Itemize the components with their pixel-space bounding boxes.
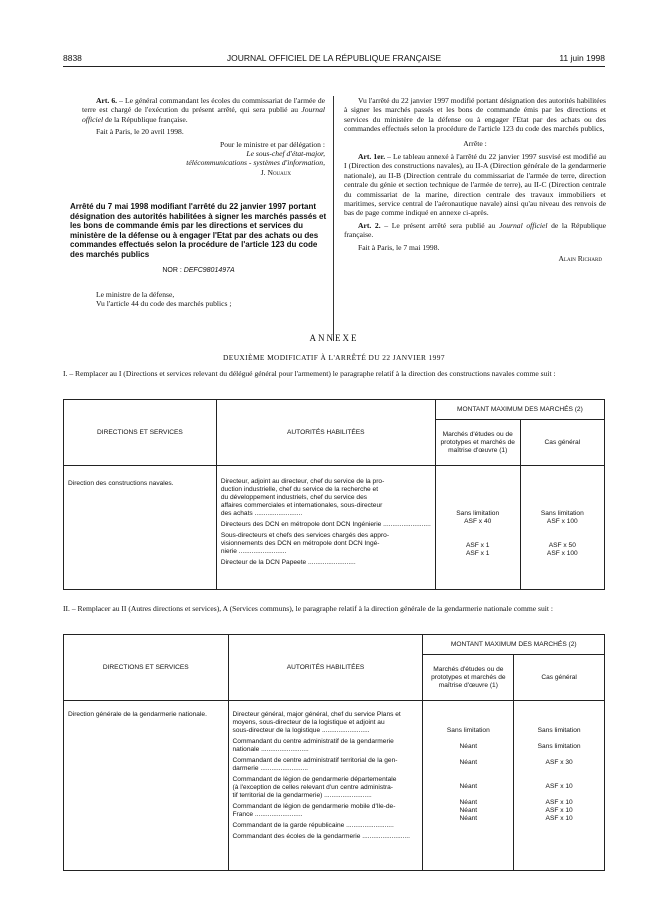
general-value: ASF x 10 — [545, 783, 573, 790]
header-cas-general: Cas général — [520, 420, 604, 466]
issue-date: 11 juin 1998 — [559, 53, 605, 63]
etudes-value: Néant — [459, 743, 478, 750]
header-etudes: Marchés d'études ou de prototypes et marchés de maîtrise d'œuvre (1) — [435, 420, 520, 466]
header-etudes: Marchés d'études ou de prototypes et marchés de maîtrise d'œuvre (1) — [423, 655, 514, 701]
authority-line: visionnements des DCN en métropole dont DCN Ingé- — [220, 540, 380, 547]
general-value: ASF x 10 — [545, 799, 573, 806]
etudes-value: Sans limitation — [446, 727, 490, 734]
general-cell — [514, 701, 605, 871]
direction-cell: Direction générale de la gendarmerie nationale. — [64, 701, 229, 871]
header-autorites: AUTORITÉS HABILITÉES — [228, 635, 423, 701]
authority-line: Sous-directeurs et chefs des services chargés des appro- — [220, 532, 390, 539]
column-divider — [333, 96, 334, 341]
signatory-name: J. Nouaux — [260, 167, 291, 177]
header-montant: MONTANT MAXIMUM DES MARCHÉS (2) — [423, 635, 605, 655]
etudes-cell — [435, 466, 520, 590]
authority-line: Directeur, adjoint au directeur, chef du service de la pro- — [220, 478, 385, 485]
header-montant: MONTANT MAXIMUM DES MARCHÉS (2) — [435, 400, 604, 420]
authority-line: duction industrielle, chef du service de la recherche et — [220, 486, 379, 493]
table-gendarmerie — [63, 634, 605, 871]
etudes-cell — [423, 701, 514, 871]
table-row — [64, 466, 605, 590]
article-1: Art. 1er. – Le tableau annexé à l'arrêté du 22 janvier 1997 susvisé est modifié au I (Direction des constructions navales), au II-A (Direction générale de la gendarmerie nationale), au II-B (Direction centrale du commissariat de l'armée de terre, direction centrale du génie et section technique de l'armée de terre), au II-C (Direction centrale du commissariat de la marine, direction centrale des travaux immobiliers et maritimes, service central de l'aéronautique navale) ainsi qu'au niveau des renvois de bas de page comme indiqué en annexe ci-après. — [344, 152, 606, 218]
delegation-line: Pour le ministre et par délégation : — [219, 139, 325, 149]
authority-line: du développement industriels, chef du service des — [220, 494, 368, 501]
authority-line: Commandant de légion de gendarmerie départementale — [232, 776, 397, 783]
etudes-value: Néant — [459, 815, 478, 822]
annexe-subtitle: DEUXIÈME MODIFICATIF À L'ARRÊTÉ DU 22 JANVIER 1997 — [223, 353, 445, 362]
etudes-value: Néant — [459, 759, 478, 766]
header-cas-general: Cas général — [514, 655, 605, 701]
header-directions: DIRECTIONS ET SERVICES — [64, 400, 217, 466]
general-value: ASF x 10 — [545, 807, 573, 814]
done-at-paris-2: Fait à Paris, le 7 mai 1998. — [358, 242, 440, 252]
authority-line: sous-directeur de la logistique .......................... — [232, 727, 370, 734]
etudes-value: ASF x 40 — [464, 518, 492, 525]
authority-line: tif territorial de la gendarmerie) .......................... — [232, 792, 372, 799]
authority-line: Commandant des écoles de la gendarmerie .......................... — [232, 833, 410, 840]
authority-line: Commandant du centre administratif de la gendarmerie — [232, 738, 394, 745]
arrete-heading: Arrête : — [463, 138, 487, 148]
general-value: ASF x 10 — [545, 815, 573, 822]
general-cell — [520, 466, 604, 590]
authority-line: (à l'exception de celles relevant d'un centre administra- — [232, 784, 394, 791]
general-value: Sans limitation — [537, 743, 581, 750]
header-autorites: AUTORITÉS HABILITÉES — [216, 400, 435, 466]
nor-reference: NOR : DEFC9801497A — [162, 266, 235, 274]
authority-line: des achats .......................... — [220, 510, 303, 517]
etudes-value: ASF x 1 — [465, 542, 490, 549]
decree-block — [70, 202, 327, 275]
authority-line: Commandant de légion de gendarmerie mobile d'Ile-de- — [232, 803, 396, 810]
general-value: Sans limitation — [540, 510, 584, 517]
article-2: Art. 2. – Le présent arrêté sera publié au Journal officiel de la République française. — [344, 220, 606, 240]
decree-title: Arrêté du 7 mai 1998 modifiant l'arrêté du 22 janvier 1997 portant désignation des autorités habilitées à signer les marchés passés et les bons de commande émis par les directions et services du ministère de la défense ou à engager l'Etat par des achats ou des commandes effectués selon la procédure de l'article 123 du code des marchés publics — [70, 202, 327, 259]
preamble-left — [82, 290, 325, 309]
authorities-cell — [216, 466, 435, 590]
general-value: ASF x 30 — [545, 759, 573, 766]
general-value: ASF x 100 — [546, 550, 578, 557]
authority-line: Directeurs des DCN en métropole dont DCN Ingénierie .......................... — [220, 521, 431, 528]
table-row — [64, 701, 605, 871]
etudes-value: Néant — [459, 799, 478, 806]
etudes-value: ASF x 1 — [465, 550, 490, 557]
signatory-role-2: télécommunications - systèmes d'information, — [186, 158, 325, 168]
authority-line: Directeur général, major général, chef du service Plans et — [232, 711, 401, 718]
vu-arrete-1997: Vu l'arrêté du 22 janvier 1997 modifié portant désignation des autorités habilitées à signer les marchés passés et les bons de commande émis par les directions et services du ministère de la défense ou à engager l'Etat par des achats ou des commandes effectués selon la procédure de l'article 123 du code des marchés publics, — [344, 96, 606, 134]
authority-line: Directeur de la DCN Papeete .......................... — [220, 559, 356, 566]
authority-line: nierie .......................... — [220, 548, 287, 555]
etudes-value: Sans limitation — [456, 510, 500, 517]
authority-line: nationale .......................... — [232, 746, 309, 753]
paragraph-I: I. – Remplacer au I (Directions et services relevant du délégué général pour l'armement) le paragraphe relatif à la direction des constructions navales comme suit : — [63, 369, 556, 378]
etudes-value: Néant — [459, 807, 478, 814]
page-number: 8838 — [63, 53, 82, 63]
direction-cell: Direction des constructions navales. — [64, 466, 217, 590]
signatory-name-2: Alain Richard — [558, 254, 602, 264]
authority-line: moyens, sous-directeur de la logistique et adjoint au — [232, 719, 385, 726]
paragraph-II: II. – Remplacer au II (Autres directions et services), A (Services communs), le paragraphe relatif à la direction générale de la gendarmerie nationale comme suit : — [63, 604, 554, 613]
authorities-cell — [228, 701, 423, 871]
signatory-role-1: Le sous-chef d'état-major, — [246, 149, 325, 159]
left-column — [82, 96, 325, 177]
page-header — [63, 53, 605, 67]
minister-line: Le ministre de la défense, — [96, 290, 175, 299]
table-header-row — [64, 400, 605, 420]
done-at-paris: Fait à Paris, le 20 avril 1998. — [96, 127, 184, 137]
general-value: ASF x 50 — [548, 542, 576, 549]
annexe-title: ANNEXE — [309, 333, 359, 343]
authority-line: darmerie .......................... — [232, 765, 308, 772]
authority-line: Commandant de la garde républicaine .......................... — [232, 822, 394, 829]
general-value: ASF x 100 — [546, 518, 578, 525]
article-6: Art. 6. – Le général commandant les écoles du commissariat de l'armée de terre est chargé de l'exécution du présent arrêté, qui sera publié au Journal officiel de la République française. — [82, 96, 325, 124]
journal-title: JOURNAL OFFICIEL DE LA RÉPUBLIQUE FRANÇAISE — [226, 53, 442, 63]
vu-article-44: Vu l'article 44 du code des marchés publics ; — [96, 299, 232, 309]
right-column — [344, 96, 606, 264]
authority-line: France .......................... — [232, 811, 303, 818]
header-rule — [63, 66, 605, 67]
etudes-value: Néant — [459, 783, 478, 790]
authority-line: Commandant de centre administratif territorial de la gen- — [232, 757, 398, 764]
table-header-row — [64, 635, 605, 655]
authority-line: affaires commerciales et internationales, sous-directeur — [220, 502, 383, 509]
table-construction-navales — [63, 399, 605, 590]
general-value: Sans limitation — [537, 727, 581, 734]
header-directions: DIRECTIONS ET SERVICES — [64, 635, 229, 701]
